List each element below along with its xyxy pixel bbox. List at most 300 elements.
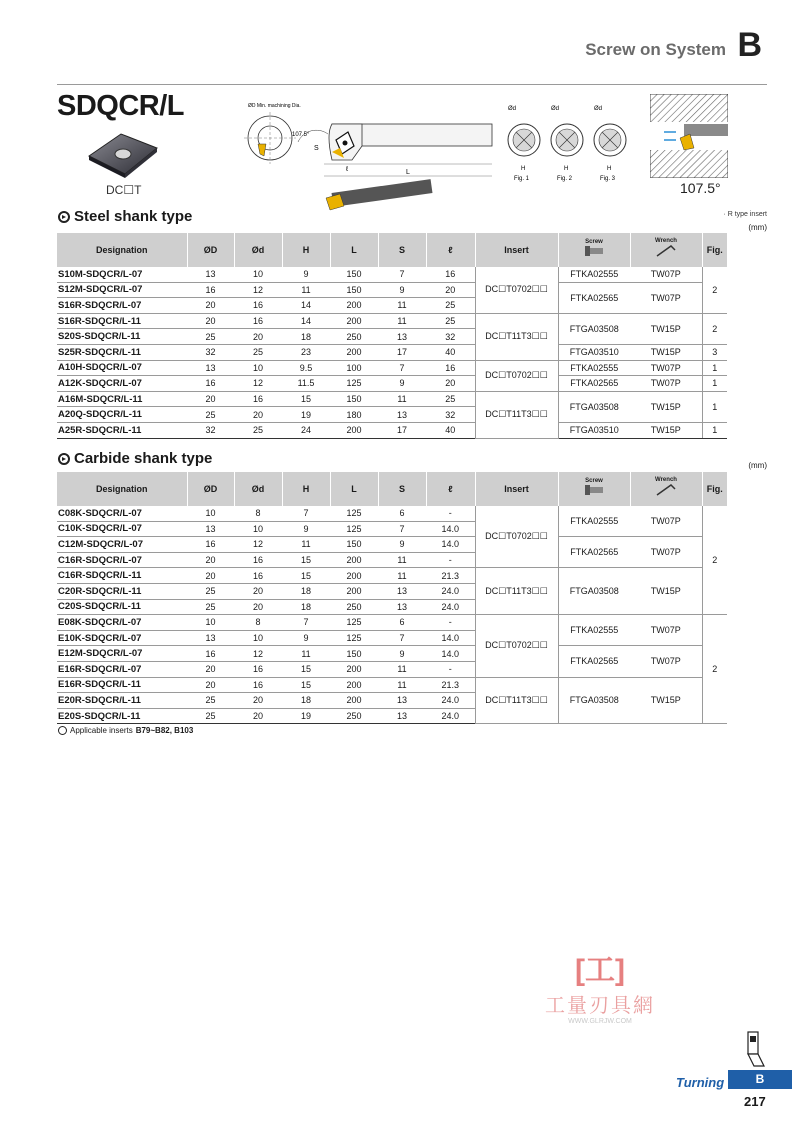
dim-H-cell: 18 (282, 583, 330, 599)
dim-S-cell: 11 (378, 568, 426, 584)
watermark-url: WWW.GLRJW.COM (568, 1018, 632, 1025)
wrench-cell: TW07P (630, 267, 702, 282)
screw-icon (583, 484, 605, 496)
dim-S-cell: 9 (378, 537, 426, 553)
dim-d-cell: 8 (234, 615, 282, 631)
fig-cell: 2 (702, 313, 727, 344)
dim-S-cell: 7 (378, 360, 426, 376)
col-l: ℓ (426, 472, 475, 506)
designation-cell: E12M-SDQCR/L-07 (57, 646, 187, 662)
dim-l-cell: 14.0 (426, 537, 475, 553)
dim-H-cell: 23 (282, 344, 330, 360)
designation-cell: S12M-SDQCR/L-07 (57, 282, 187, 298)
wrench-header-text: Wrench (655, 238, 677, 244)
dim-d-cell: 20 (234, 599, 282, 615)
insert-cell: DC☐T11T3☐☐ (475, 677, 558, 724)
designation-cell: S10M-SDQCR/L-07 (57, 267, 187, 282)
designation-cell: S20S-SDQCR/L-11 (57, 329, 187, 345)
dim-D-cell: 16 (187, 537, 234, 553)
dim-H-cell: 11.5 (282, 376, 330, 392)
dim-S-cell: 13 (378, 329, 426, 345)
designation-cell: E16R-SDQCR/L-11 (57, 677, 187, 693)
dim-D-cell: 20 (187, 568, 234, 584)
dim-d-cell: 10 (234, 630, 282, 646)
dim-L-cell: 150 (330, 646, 378, 662)
dim-H-cell: 24 (282, 422, 330, 438)
wrench-cell: TW07P (630, 282, 702, 313)
fig2-h-label: H (564, 166, 569, 172)
tool-drawing (240, 98, 500, 218)
dim-l-cell: 21.3 (426, 568, 475, 584)
dim-L-cell: 250 (330, 599, 378, 615)
dim-L-cell: 125 (330, 506, 378, 521)
table-row (57, 506, 727, 521)
dim-D-cell: 13 (187, 267, 234, 282)
insert-image (85, 130, 161, 178)
dim-l-cell: - (426, 552, 475, 568)
dim-S-cell: 13 (378, 407, 426, 423)
steel-section-title (58, 208, 192, 225)
dim-D-cell: 20 (187, 677, 234, 693)
dim-D-cell: 10 (187, 506, 234, 521)
dim-L-cell: 200 (330, 693, 378, 709)
dim-D-cell: 13 (187, 521, 234, 537)
turning-tool-icon (744, 1030, 768, 1068)
fig3-d-label: Ød (594, 106, 603, 112)
fig3-label: Fig. 3 (600, 176, 616, 182)
insert-label: DC☐T (106, 183, 142, 197)
fig-cell: 2 (702, 615, 727, 724)
dim-L-cell: 200 (330, 298, 378, 314)
dim-D-cell: 13 (187, 630, 234, 646)
screw-cell: FTKA02555 (558, 267, 630, 282)
col-D: ØD (187, 472, 234, 506)
dim-d-cell: 16 (234, 552, 282, 568)
dim-L-cell: 200 (330, 422, 378, 438)
dim-L-cell: 200 (330, 344, 378, 360)
approach-angle: 107.5° (680, 180, 721, 196)
dim-L-cell: 125 (330, 615, 378, 631)
dim-H-cell: 9 (282, 267, 330, 282)
applicable-pages: B79~B82, B103 (135, 726, 194, 735)
fig3-h-label: H (607, 166, 612, 172)
section-letter: B (737, 26, 762, 64)
fig-cell: 2 (702, 267, 727, 313)
designation-cell: S16R-SDQCR/L-11 (57, 313, 187, 329)
dim-D-cell: 20 (187, 661, 234, 677)
dim-d-cell: 25 (234, 344, 282, 360)
footer-section-letter: B (728, 1070, 792, 1089)
dim-D-cell: 20 (187, 391, 234, 407)
dim-d-cell: 10 (234, 360, 282, 376)
table-row (57, 313, 727, 329)
dim-D-cell: 25 (187, 329, 234, 345)
dim-l-cell: - (426, 506, 475, 521)
screw-cell: FTKA02555 (558, 506, 630, 537)
wrench-cell: TW07P (630, 537, 702, 568)
dim-S-cell: 6 (378, 506, 426, 521)
wrench-icon (655, 244, 677, 258)
dim-l-cell: 32 (426, 407, 475, 423)
table-row (57, 615, 727, 631)
dim-d-cell: 16 (234, 677, 282, 693)
dim-S-cell: 9 (378, 376, 426, 392)
dim-H-cell: 11 (282, 537, 330, 553)
dim-S-cell: 17 (378, 344, 426, 360)
col-screw (558, 472, 630, 506)
dim-d-cell: 20 (234, 693, 282, 709)
dim-D-cell: 13 (187, 360, 234, 376)
insert-cell: DC☐T0702☐☐ (475, 360, 558, 391)
col-L: L (330, 233, 378, 267)
fig-cell: 3 (702, 344, 727, 360)
dim-D-cell: 32 (187, 344, 234, 360)
screw-header-text: Screw (585, 239, 603, 245)
dim-D-cell: 16 (187, 282, 234, 298)
dim-H-cell: 11 (282, 646, 330, 662)
wrench-cell: TW07P (630, 646, 702, 677)
dim-L-cell: 100 (330, 360, 378, 376)
header-divider (57, 84, 767, 85)
dim-S-cell: 13 (378, 599, 426, 615)
dim-d-cell: 12 (234, 376, 282, 392)
dim-d-cell: 16 (234, 661, 282, 677)
dim-l-cell: 40 (426, 344, 475, 360)
designation-cell: C20R-SDQCR/L-11 (57, 583, 187, 599)
dim-l-cell: 25 (426, 298, 475, 314)
dim-l-cell: 20 (426, 376, 475, 392)
dim-S-cell: 11 (378, 552, 426, 568)
dim-d-cell: 20 (234, 407, 282, 423)
section-arrow-icon (58, 453, 70, 465)
dim-D-cell: 25 (187, 583, 234, 599)
insert-cell: DC☐T0702☐☐ (475, 506, 558, 568)
dim-l-cell: 14.0 (426, 630, 475, 646)
fig-cross-sections (500, 100, 632, 190)
col-insert: Insert (475, 233, 558, 267)
dim-H-cell: 15 (282, 661, 330, 677)
table-row (57, 677, 727, 693)
dim-H-cell: 15 (282, 552, 330, 568)
col-screw (558, 233, 630, 267)
applicable-inserts-note (58, 726, 193, 735)
dim-d-cell: 25 (234, 422, 282, 438)
dim-H-cell: 14 (282, 298, 330, 314)
fig-cell: 1 (702, 360, 727, 376)
dim-l-cell: 24.0 (426, 599, 475, 615)
dim-l-cell: 14.0 (426, 646, 475, 662)
fig1-h-label: H (521, 166, 526, 172)
col-l: ℓ (426, 233, 475, 267)
unit-label: (mm) (748, 461, 767, 470)
table-row (57, 360, 727, 376)
min-dia-label: ØD Min. machining Dia. (248, 103, 301, 109)
wrench-cell: TW15P (630, 391, 702, 422)
table-row (57, 568, 727, 584)
designation-cell: S25R-SDQCR/L-11 (57, 344, 187, 360)
table-row (57, 344, 727, 360)
dim-H-cell: 19 (282, 407, 330, 423)
fig2-label: Fig. 2 (557, 176, 573, 182)
fig1-label: Fig. 1 (514, 176, 530, 182)
dim-l-cell: 25 (426, 313, 475, 329)
insert-cell: DC☐T0702☐☐ (475, 615, 558, 677)
table-row (57, 537, 727, 553)
table-row (57, 376, 727, 392)
dim-L-cell: 250 (330, 329, 378, 345)
screw-header-text: Screw (585, 478, 603, 484)
dim-H-cell: 18 (282, 599, 330, 615)
wrench-cell: TW07P (630, 615, 702, 646)
carbide-title-text: Carbide shank type (74, 450, 213, 467)
dim-d-cell: 12 (234, 282, 282, 298)
dim-d-cell: 16 (234, 313, 282, 329)
dim-L-cell: 125 (330, 521, 378, 537)
dim-H-cell: 18 (282, 693, 330, 709)
dim-H-cell: 9 (282, 630, 330, 646)
designation-cell: C20S-SDQCR/L-11 (57, 599, 187, 615)
dim-L-cell: 150 (330, 267, 378, 282)
dim-l-cell: - (426, 661, 475, 677)
s-dim-label: S (314, 145, 319, 152)
designation-cell: A20Q-SDQCR/L-11 (57, 407, 187, 423)
screw-cell: FTKA02565 (558, 537, 630, 568)
angle-small-label: 107.5° (292, 132, 310, 138)
dim-L-cell: 200 (330, 313, 378, 329)
col-S: S (378, 233, 426, 267)
designation-cell: A16M-SDQCR/L-11 (57, 391, 187, 407)
fig-cell: 1 (702, 422, 727, 438)
dim-H-cell: 19 (282, 708, 330, 724)
section-title: Screw on System (585, 40, 726, 59)
dim-S-cell: 17 (378, 422, 426, 438)
dim-d-cell: 16 (234, 298, 282, 314)
wrench-cell: TW07P (630, 360, 702, 376)
designation-cell: C10K-SDQCR/L-07 (57, 521, 187, 537)
screw-cell: FTKA02555 (558, 615, 630, 646)
dim-d-cell: 20 (234, 583, 282, 599)
dim-S-cell: 9 (378, 646, 426, 662)
dim-d-cell: 8 (234, 506, 282, 521)
table-row (57, 646, 727, 662)
dim-L-cell: 150 (330, 537, 378, 553)
dim-L-cell: 200 (330, 677, 378, 693)
page-number: 217 (744, 1094, 766, 1109)
dim-S-cell: 13 (378, 708, 426, 724)
dim-l-cell: 25 (426, 391, 475, 407)
designation-cell: S16R-SDQCR/L-07 (57, 298, 187, 314)
wrench-cell: TW15P (630, 422, 702, 438)
dim-S-cell: 13 (378, 583, 426, 599)
dim-S-cell: 11 (378, 677, 426, 693)
dim-D-cell: 16 (187, 376, 234, 392)
dim-H-cell: 7 (282, 506, 330, 521)
dim-S-cell: 11 (378, 391, 426, 407)
arrow-circle-icon (58, 726, 67, 735)
dim-H-cell: 15 (282, 677, 330, 693)
table-row (57, 267, 727, 282)
dim-H-cell: 14 (282, 313, 330, 329)
designation-cell: E20R-SDQCR/L-11 (57, 693, 187, 709)
fig-cell: 1 (702, 376, 727, 392)
steel-spec-table (57, 233, 727, 439)
screw-icon (583, 245, 605, 257)
dim-D-cell: 10 (187, 615, 234, 631)
dim-S-cell: 13 (378, 693, 426, 709)
dim-S-cell: 9 (378, 282, 426, 298)
col-L: L (330, 472, 378, 506)
steel-title-text: Steel shank type (74, 208, 193, 225)
dim-H-cell: 18 (282, 329, 330, 345)
table-row (57, 282, 727, 298)
col-wrench (630, 472, 702, 506)
col-wrench (630, 233, 702, 267)
dim-l-cell: 24.0 (426, 693, 475, 709)
dim-L-cell: 200 (330, 568, 378, 584)
dim-H-cell: 9 (282, 521, 330, 537)
table-row (57, 422, 727, 438)
designation-cell: A12K-SDQCR/L-07 (57, 376, 187, 392)
designation-cell: C16R-SDQCR/L-11 (57, 568, 187, 584)
dim-H-cell: 15 (282, 568, 330, 584)
watermark (520, 945, 680, 1025)
dim-L-cell: 200 (330, 583, 378, 599)
col-D: ØD (187, 233, 234, 267)
dim-D-cell: 32 (187, 422, 234, 438)
dim-l-cell: 40 (426, 422, 475, 438)
screw-cell: FTGA03508 (558, 313, 630, 344)
dim-S-cell: 11 (378, 298, 426, 314)
dim-L-cell: 150 (330, 282, 378, 298)
dim-L-cell: 150 (330, 391, 378, 407)
table-row (57, 391, 727, 407)
dim-S-cell: 6 (378, 615, 426, 631)
wrench-header-text: Wrench (655, 477, 677, 483)
dim-H-cell: 15 (282, 391, 330, 407)
wrench-cell: TW07P (630, 376, 702, 392)
designation-cell: A10H-SDQCR/L-07 (57, 360, 187, 376)
screw-cell: FTGA03508 (558, 391, 630, 422)
designation-cell: C12M-SDQCR/L-07 (57, 537, 187, 553)
wrench-icon (655, 483, 677, 497)
fig-cell: 2 (702, 506, 727, 615)
dim-l-cell: 20 (426, 282, 475, 298)
r-type-note: · R type insert (723, 211, 767, 218)
col-fig: Fig. (702, 233, 727, 267)
designation-cell: E16R-SDQCR/L-07 (57, 661, 187, 677)
wrench-cell: TW07P (630, 506, 702, 537)
screw-cell: FTKA02565 (558, 376, 630, 392)
dim-D-cell: 25 (187, 599, 234, 615)
dim-l-cell: 16 (426, 360, 475, 376)
dim-D-cell: 20 (187, 313, 234, 329)
designation-cell: E20S-SDQCR/L-11 (57, 708, 187, 724)
dim-D-cell: 25 (187, 407, 234, 423)
dim-L-cell: 125 (330, 376, 378, 392)
carbide-spec-table (57, 472, 727, 724)
dim-D-cell: 25 (187, 693, 234, 709)
dim-d-cell: 12 (234, 646, 282, 662)
col-S: S (378, 472, 426, 506)
col-d: Ød (234, 233, 282, 267)
screw-cell: FTGA03510 (558, 344, 630, 360)
dim-H-cell: 9.5 (282, 360, 330, 376)
screw-cell: FTKA02555 (558, 360, 630, 376)
col-H: H (282, 472, 330, 506)
dim-d-cell: 20 (234, 329, 282, 345)
dim-L-cell: 200 (330, 552, 378, 568)
dim-d-cell: 16 (234, 391, 282, 407)
col-insert: Insert (475, 472, 558, 506)
watermark-logo-icon: [工] (575, 954, 625, 987)
fig1-d-label: Ød (508, 106, 517, 112)
dim-d-cell: 16 (234, 568, 282, 584)
dim-S-cell: 7 (378, 521, 426, 537)
wrench-cell: TW15P (630, 677, 702, 724)
watermark-text: 工量刃具網 (545, 995, 655, 1017)
machining-illustration (650, 94, 728, 178)
dim-l-cell: 14.0 (426, 521, 475, 537)
insert-cell: DC☐T0702☐☐ (475, 267, 558, 313)
col-H: H (282, 233, 330, 267)
dim-d-cell: 10 (234, 267, 282, 282)
dim-L-cell: 125 (330, 630, 378, 646)
dim-d-cell: 10 (234, 521, 282, 537)
dim-D-cell: 25 (187, 708, 234, 724)
carbide-section-title (58, 450, 212, 467)
dim-l-cell: - (426, 615, 475, 631)
insert-cell: DC☐T11T3☐☐ (475, 391, 558, 438)
screw-cell: FTGA03510 (558, 422, 630, 438)
dim-l-cell: 24.0 (426, 583, 475, 599)
dim-L-cell: 250 (330, 708, 378, 724)
dim-D-cell: 16 (187, 646, 234, 662)
col-designation: Designation (57, 233, 187, 267)
applicable-label: Applicable inserts (70, 726, 133, 735)
dim-D-cell: 20 (187, 298, 234, 314)
dim-L-cell: 200 (330, 661, 378, 677)
dim-S-cell: 7 (378, 630, 426, 646)
designation-cell: C16R-SDQCR/L-07 (57, 552, 187, 568)
L-dim-label: L (406, 169, 410, 176)
wrench-cell: TW15P (630, 568, 702, 615)
dim-L-cell: 180 (330, 407, 378, 423)
dim-d-cell: 12 (234, 537, 282, 553)
col-fig: Fig. (702, 472, 727, 506)
fig2-d-label: Ød (551, 106, 560, 112)
wrench-cell: TW15P (630, 313, 702, 344)
dim-H-cell: 7 (282, 615, 330, 631)
col-designation: Designation (57, 472, 187, 506)
screw-cell: FTGA03508 (558, 568, 630, 615)
footer-section-label: Turning (676, 1075, 725, 1090)
dim-S-cell: 11 (378, 661, 426, 677)
unit-label: (mm) (748, 223, 767, 232)
designation-cell: A25R-SDQCR/L-11 (57, 422, 187, 438)
dim-S-cell: 7 (378, 267, 426, 282)
designation-cell: E10K-SDQCR/L-07 (57, 630, 187, 646)
designation-cell: E08K-SDQCR/L-07 (57, 615, 187, 631)
dim-d-cell: 20 (234, 708, 282, 724)
dim-l-cell: 21.3 (426, 677, 475, 693)
wrench-cell: TW15P (630, 344, 702, 360)
section-arrow-icon (58, 211, 70, 223)
product-title: SDQCR/L (57, 90, 184, 122)
screw-cell: FTGA03508 (558, 677, 630, 724)
dim-H-cell: 11 (282, 282, 330, 298)
screw-cell: FTKA02565 (558, 282, 630, 313)
dim-l-cell: 24.0 (426, 708, 475, 724)
